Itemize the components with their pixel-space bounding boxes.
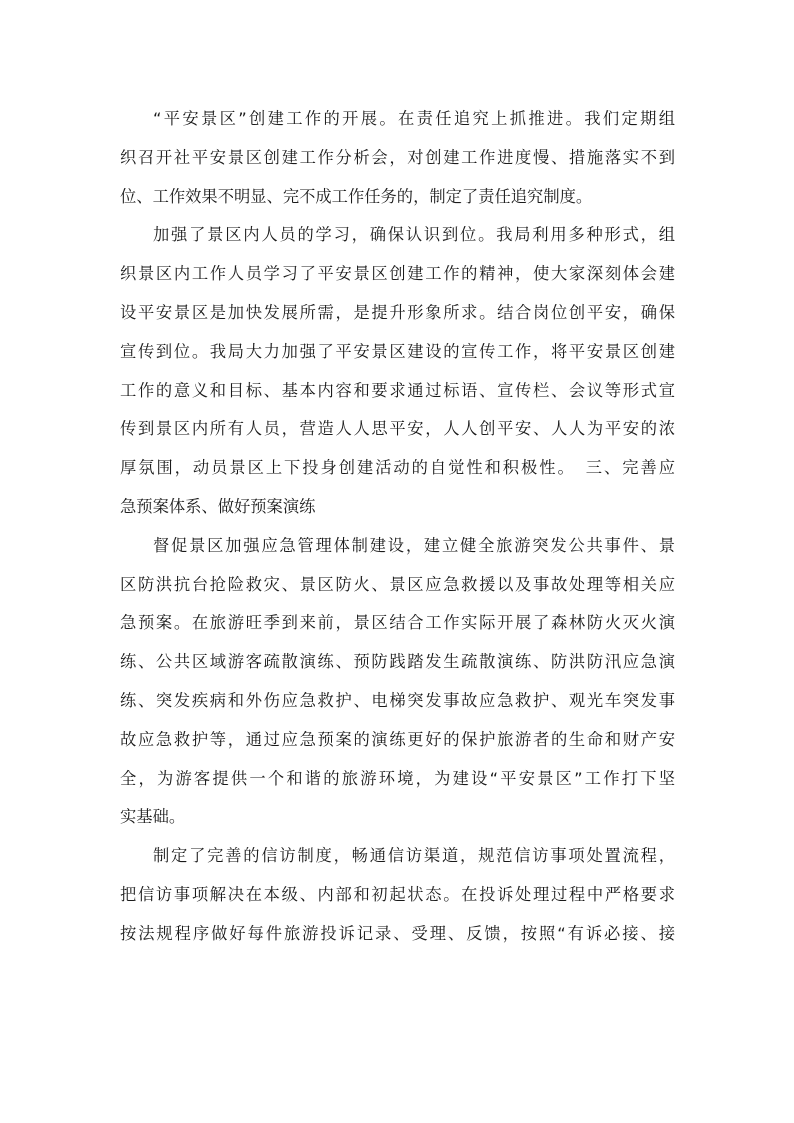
text-line: 练、公共区域游客疏散演练、预防践踏发生疏散演练、防洪防汛应急演 [120, 652, 675, 672]
text-line: 练、突发疾病和外伤应急救护、电梯突发事故应急救护、观光车突发事 [120, 690, 675, 710]
text-line: 工作的意义和目标、基本内容和要求通过标语、宣传栏、会议等形式宣 [120, 380, 675, 400]
paragraph-responsibility [120, 100, 675, 216]
text-line: 督促景区加强应急管理体制建设，建立健全旅游突发公共事件、景 [153, 535, 675, 555]
text-line: 设平安景区是加快发展所需，是提升形象所求。结合岗位创平安，确保 [120, 302, 675, 322]
text-line: 按法规程序做好每件旅游投诉记录、受理、反馈，按照“有诉必接、接 [120, 923, 675, 943]
text-line: 急预案体系、做好预案演练 [120, 496, 316, 516]
text-line: 织召开社平安景区创建工作分析会，对创建工作进度慢、措施落实不到 [120, 147, 675, 167]
text-line: “平安景区”创建工作的开展。在责任追究上抓推进。我们定期组 [153, 109, 675, 128]
text-line: 加强了景区内人员的学习，确保认识到位。我局利用多种形式，组 [153, 225, 675, 245]
document-body [120, 100, 675, 954]
text-line: 制定了完善的信访制度，畅通信访渠道，规范信访事项处置流程， [153, 846, 675, 866]
text-line: 全，为游客提供一个和谐的旅游环境，为建设“平安景区”工作打下坚 [120, 768, 675, 788]
text-line: 区防洪抗台抢险救灾、景区防火、景区应急救援以及事故处理等相关应 [120, 574, 675, 594]
text-line: 实基础。 [120, 807, 186, 827]
text-line: 织景区内工作人员学习了平安景区创建工作的精神，使大家深刻体会建 [120, 264, 675, 284]
paragraph-emergency-plans [120, 527, 675, 837]
text-line: 把信访事项解决在本级、内部和初起状态。在投诉处理过程中严格要求 [120, 884, 675, 904]
text-line: 故应急救护等，通过应急预案的演练更好的保护旅游者的生命和财产安 [120, 729, 675, 749]
text-line: 厚氛围，动员景区上下投身创建活动的自觉性和积极性。 三、完善应 [120, 458, 675, 478]
paragraph-petition-system [120, 837, 675, 953]
text-line: 位、工作效果不明显、完不成工作任务的，制定了责任追究制度。 [120, 186, 593, 206]
text-line: 传到景区内所有人员，营造人人思平安，人人创平安、人人为平安的浓 [120, 419, 675, 439]
text-line: 急预案。在旅游旺季到来前，景区结合工作实际开展了森林防火灭火演 [120, 613, 675, 633]
paragraph-staff-learning [120, 216, 675, 526]
text-line: 宣传到位。我局大力加强了平安景区建设的宣传工作，将平安景区创建 [120, 341, 675, 361]
